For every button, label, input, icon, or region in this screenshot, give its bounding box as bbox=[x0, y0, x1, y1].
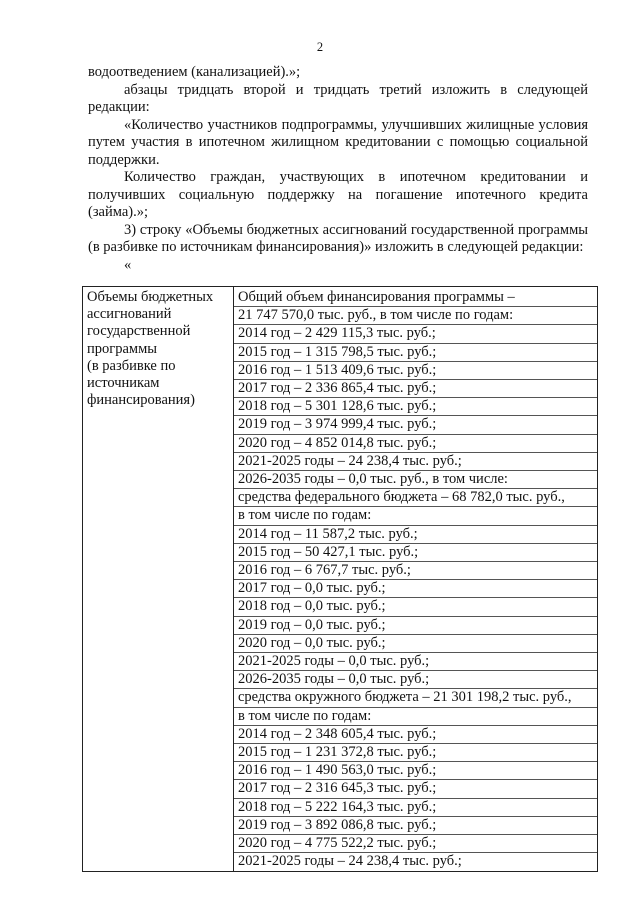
paragraph: абзацы тридцать второй и тридцать третий изложить в следующей редакции: bbox=[88, 81, 588, 115]
funding-line: 2016 год – 1 513 409,6 тыс. руб.; bbox=[234, 362, 597, 380]
funding-line: 2026-2035 годы – 0,0 тыс. руб., в том числе: bbox=[234, 471, 597, 489]
table-value-cell bbox=[234, 287, 598, 872]
opening-quote-mark: « bbox=[124, 256, 132, 273]
funding-line: 2020 год – 4 852 014,8 тыс. руб.; bbox=[234, 435, 597, 453]
funding-line: 2021-2025 годы – 24 238,4 тыс. руб.; bbox=[234, 453, 597, 471]
table-label-line: государственной bbox=[87, 323, 191, 340]
document-body bbox=[88, 64, 588, 273]
funding-line: средства окружного бюджета – 21 301 198,2 тыс. руб., bbox=[234, 689, 597, 707]
funding-line: средства федерального бюджета – 68 782,0 тыс. руб., bbox=[234, 489, 597, 507]
paragraph: Количество граждан, участвующих в ипотечном кредитовании и получивших социальную поддержку на погашение ипотечного кредита (займа).»; bbox=[88, 169, 588, 220]
funding-line: 2018 год – 0,0 тыс. руб.; bbox=[234, 598, 597, 616]
table-label-line: (в разбивке по bbox=[87, 357, 176, 374]
funding-line: 2014 год – 2 429 115,3 тыс. руб.; bbox=[234, 325, 597, 343]
table-label-line: программы bbox=[87, 340, 157, 357]
funding-line: 2017 год – 0,0 тыс. руб.; bbox=[234, 580, 597, 598]
funding-line: 2017 год – 2 336 865,4 тыс. руб.; bbox=[234, 380, 597, 398]
funding-line: 2018 год – 5 222 164,3 тыс. руб.; bbox=[234, 799, 597, 817]
funding-line: в том числе по годам: bbox=[234, 708, 597, 726]
table-label-line: ассигнований bbox=[87, 306, 172, 323]
funding-line: 2014 год – 2 348 605,4 тыс. руб.; bbox=[234, 726, 597, 744]
table-row bbox=[83, 287, 598, 872]
funding-line: 2015 год – 50 427,1 тыс. руб.; bbox=[234, 544, 597, 562]
funding-line: 2019 год – 3 974 999,4 тыс. руб.; bbox=[234, 416, 597, 434]
paragraph: 3) строку «Объемы бюджетных ассигнований государственной программы (в разбивке по источникам финансирования)» изложить в следующей редакции: bbox=[88, 221, 588, 255]
funding-line: 2019 год – 3 892 086,8 тыс. руб.; bbox=[234, 817, 597, 835]
budget-allocation-table bbox=[82, 286, 598, 872]
table-label-cell bbox=[83, 287, 234, 872]
funding-line: 2026-2035 годы – 0,0 тыс. руб.; bbox=[234, 671, 597, 689]
paragraph: «Количество участников подпрограммы, улучшивших жилищные условия путем участия в ипотечном жилищном кредитовании с помощью социальной поддержки. bbox=[88, 116, 588, 168]
funding-line: 2021-2025 годы – 0,0 тыс. руб.; bbox=[234, 653, 597, 671]
page-number: 2 bbox=[316, 40, 324, 54]
funding-line: 2020 год – 0,0 тыс. руб.; bbox=[234, 635, 597, 653]
funding-line: 2018 год – 5 301 128,6 тыс. руб.; bbox=[234, 398, 597, 416]
funding-line: 2017 год – 2 316 645,3 тыс. руб.; bbox=[234, 780, 597, 798]
table-label-line: источникам bbox=[87, 375, 160, 392]
funding-line: 2016 год – 1 490 563,0 тыс. руб.; bbox=[234, 762, 597, 780]
paragraph: водоотведением (канализацией).»; bbox=[88, 64, 301, 80]
funding-line: Общий объем финансирования программы – bbox=[234, 289, 597, 307]
table-label-line: финансирования) bbox=[87, 392, 195, 409]
table-label-line: Объемы бюджетных bbox=[87, 289, 214, 305]
funding-line: в том числе по годам: bbox=[234, 507, 597, 525]
funding-line: 2021-2025 годы – 24 238,4 тыс. руб.; bbox=[238, 853, 462, 870]
funding-line: 2020 год – 4 775 522,2 тыс. руб.; bbox=[234, 835, 597, 853]
funding-line: 2016 год – 6 767,7 тыс. руб.; bbox=[234, 562, 597, 580]
funding-line: 2014 год – 11 587,2 тыс. руб.; bbox=[234, 526, 597, 544]
funding-line: 2015 год – 1 315 798,5 тыс. руб.; bbox=[234, 344, 597, 362]
funding-line: 2019 год – 0,0 тыс. руб.; bbox=[234, 617, 597, 635]
funding-line: 2015 год – 1 231 372,8 тыс. руб.; bbox=[234, 744, 597, 762]
funding-line: 21 747 570,0 тыс. руб., в том числе по годам: bbox=[234, 307, 597, 325]
